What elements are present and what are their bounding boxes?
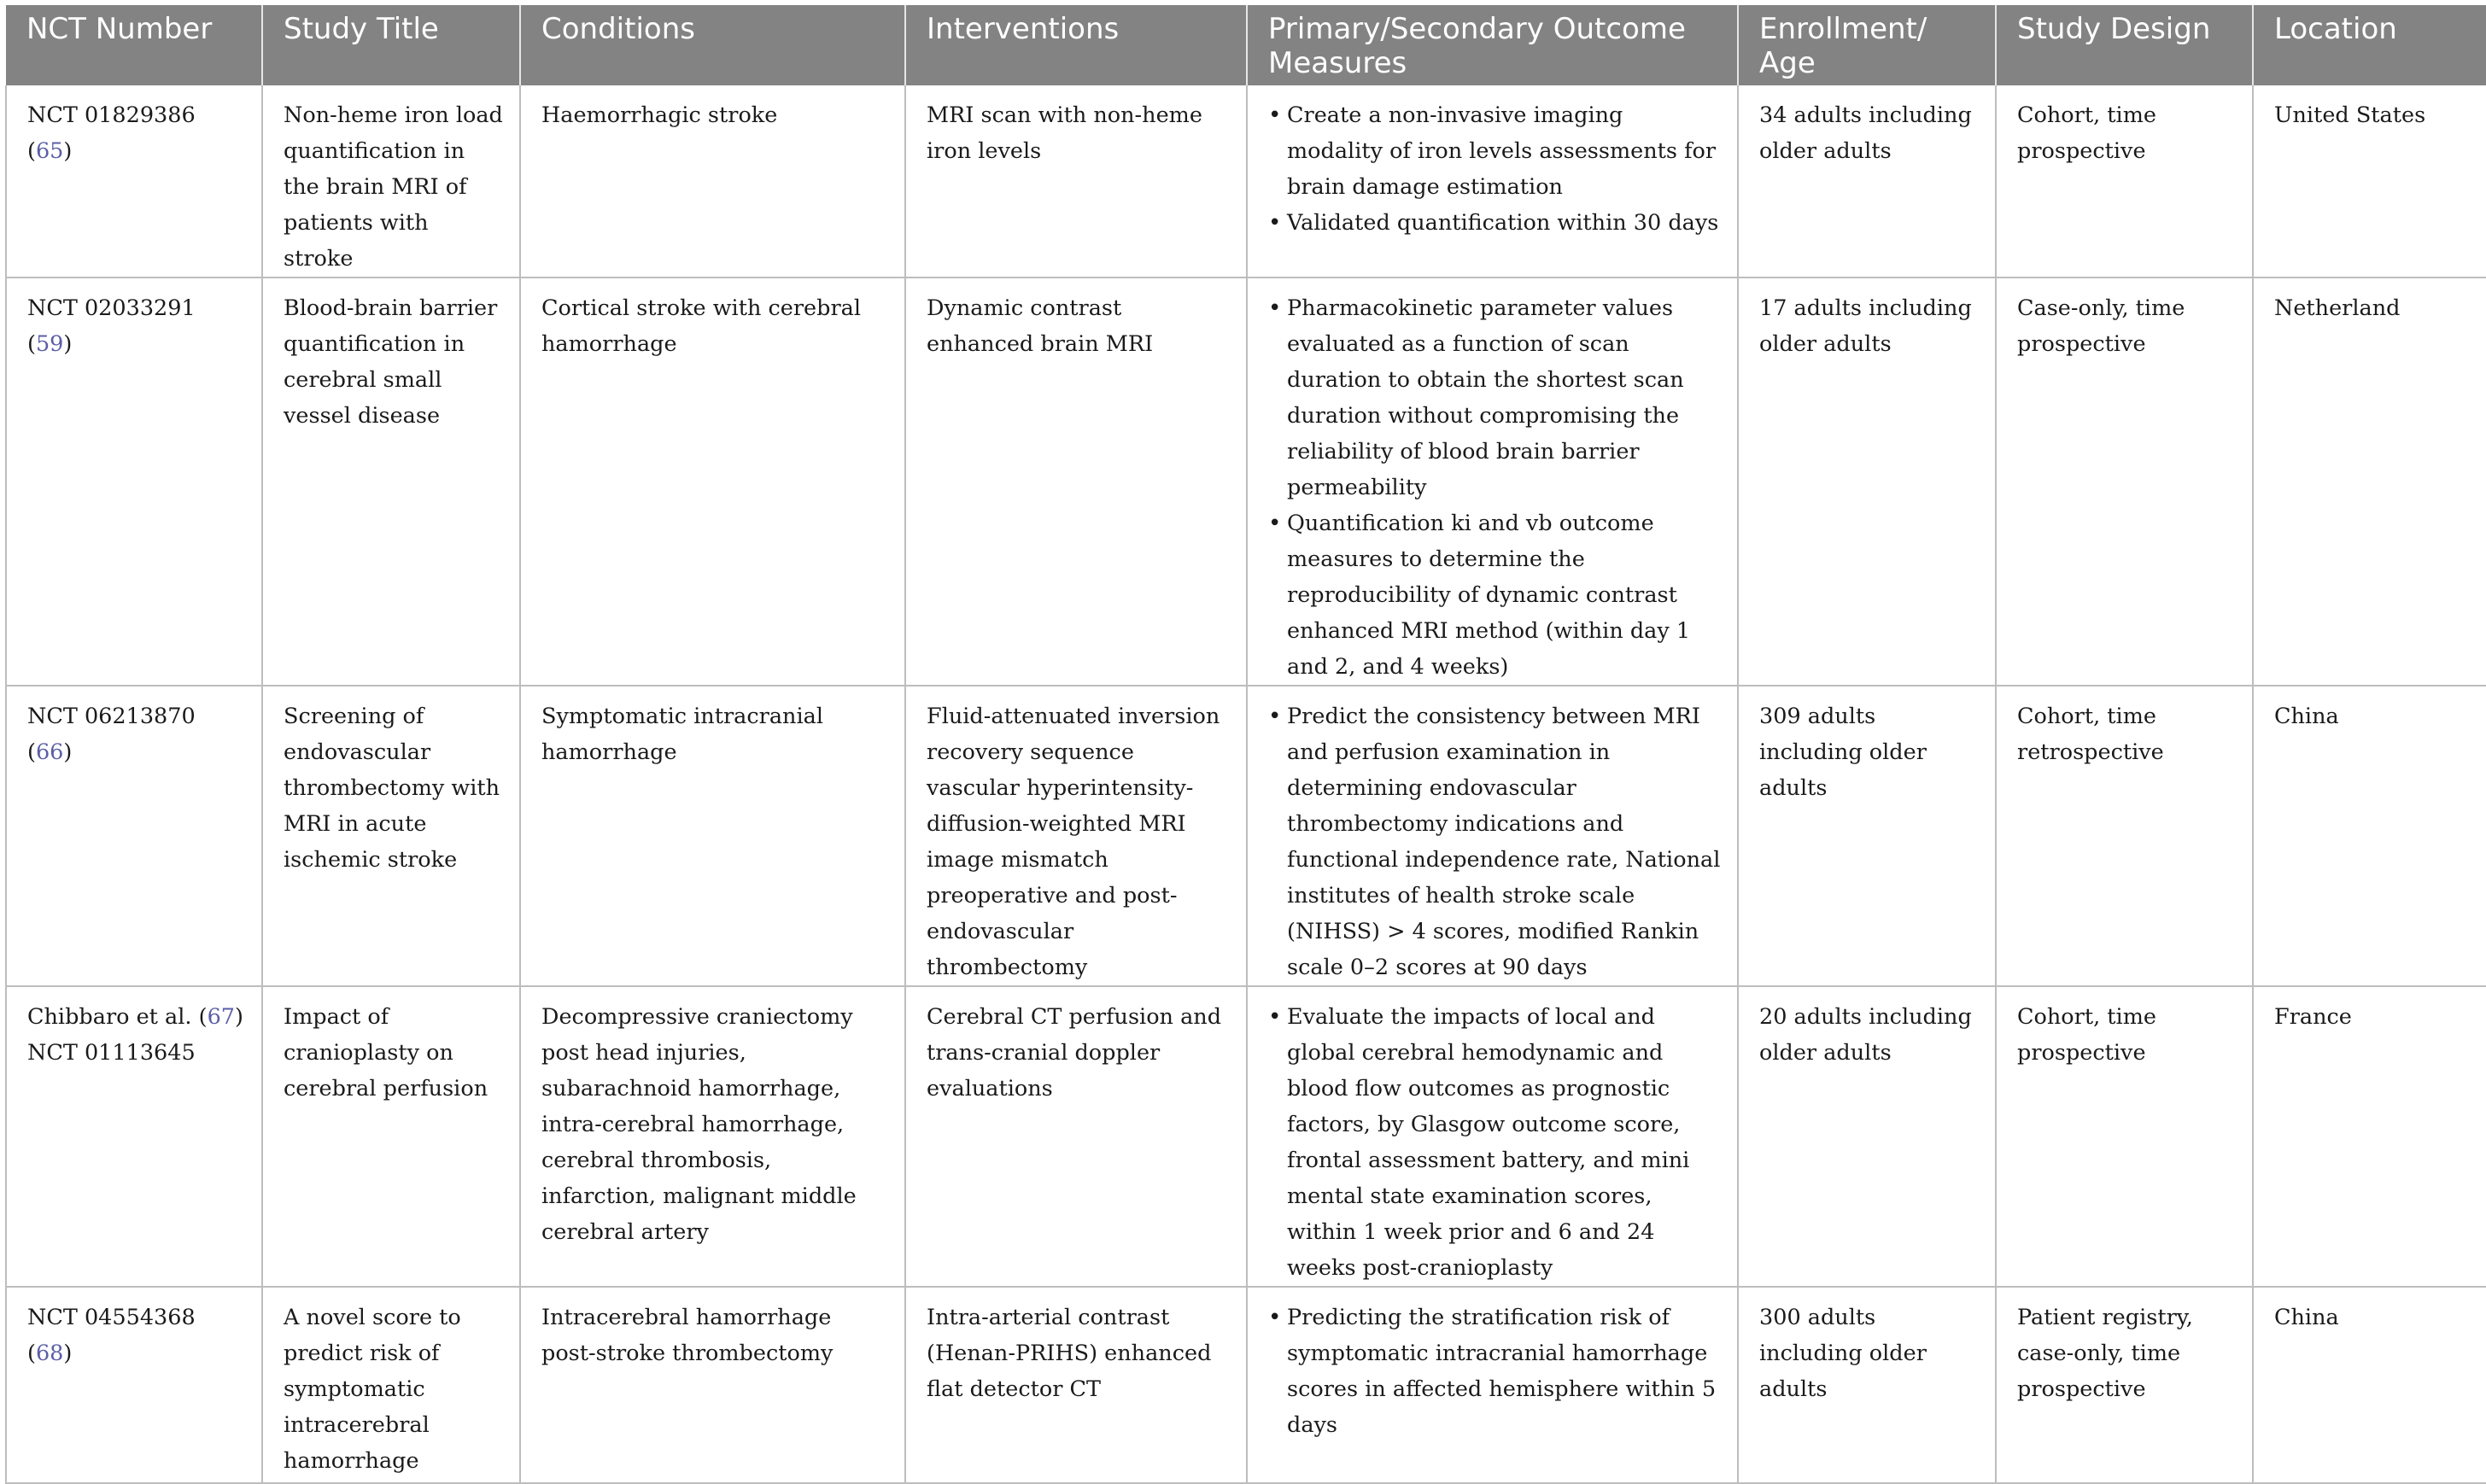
table-row [6, 686, 2486, 986]
nct-number-cell: NCT 06213870 (66) [6, 686, 262, 986]
table-row [6, 85, 2486, 278]
outcomes-cell [1247, 686, 1738, 986]
conditions-cell: Symptomatic intracranial hamorrhage [520, 686, 905, 986]
outcome-item: • Pharmacokinetic parameter values evaluated as a function of scan duration to obtain the shortest scan duration without compromising the reliability of blood brain barrier permeability [1268, 290, 1722, 505]
outcome-item: • Create a non-invasive imaging modality of iron levels assessments for brain damage estimation [1268, 97, 1722, 205]
header-conditions: Conditions [520, 5, 905, 85]
enrollment-cell: 34 adults including older adults [1738, 85, 1996, 278]
interventions-cell: Dynamic contrast enhanced brain MRI [905, 278, 1247, 686]
enrollment-cell: 309 adults including older adults [1738, 686, 1996, 986]
header-nct-number: NCT Number [6, 5, 262, 85]
study-design-cell: Case-only, time prospective [1996, 278, 2253, 686]
nct-number-cell: NCT 02033291 (59) [6, 278, 262, 686]
nct-number-cell: NCT 04554368 (68) [6, 1287, 262, 1483]
outcomes-list [1268, 290, 1722, 685]
outcomes-list [1268, 1300, 1722, 1443]
location-cell: United States [2253, 85, 2486, 278]
nct-number: NCT 06213870 [27, 704, 196, 729]
enrollment-cell: 300 adults including older adults [1738, 1287, 1996, 1483]
outcomes-list [1268, 999, 1722, 1286]
outcomes-cell [1247, 986, 1738, 1287]
nct-number: NCT 01829386 [27, 102, 196, 128]
nct-number: NCT 01113645 [27, 1040, 196, 1066]
header-interventions: Interventions [905, 5, 1247, 85]
study-design-cell: Cohort, time prospective [1996, 85, 2253, 278]
conditions-cell: Intracerebral hamorrhage post-stroke thrombectomy [520, 1287, 905, 1483]
outcome-item: • Predicting the stratification risk of symptomatic intracranial hamorrhage scores in affected hemisphere within 5 days [1268, 1300, 1722, 1443]
outcome-item: • Predict the consistency between MRI and perfusion examination in determining endovascular thrombectomy indications and functional independence rate, National institutes of health stroke scale (NIHSS) > 4 scores, modified Rankin scale 0–2 scores at 90 days [1268, 698, 1722, 985]
conditions-cell: Cortical stroke with cerebral hamorrhage [520, 278, 905, 686]
interventions-cell: MRI scan with non-heme iron levels [905, 85, 1247, 278]
outcomes-cell [1247, 278, 1738, 686]
nct-number: NCT 02033291 [27, 295, 196, 321]
interventions-cell: Intra-arterial contrast (Henan-PRIHS) enhanced flat detector CT [905, 1287, 1247, 1483]
enrollment-cell: 20 adults including older adults [1738, 986, 1996, 1287]
nct-number-cell: NCT 01829386 (65) [6, 85, 262, 278]
study-title-cell: A novel score to predict risk of symptomatic intracerebral hamorrhage [262, 1287, 520, 1483]
study-design-cell: Patient registry, case-only, time prospective [1996, 1287, 2253, 1483]
table-row [6, 986, 2486, 1287]
location-cell: France [2253, 986, 2486, 1287]
outcomes-cell [1247, 85, 1738, 278]
conditions-cell: Haemorrhagic stroke [520, 85, 905, 278]
reference-link[interactable]: 68 [35, 1341, 64, 1366]
interventions-cell: Fluid-attenuated inversion recovery sequence vascular hyperintensity-diffusion-weighted MRI image mismatch preoperative and post-endovascular thrombectomy [905, 686, 1247, 986]
reference-link[interactable]: 66 [35, 739, 64, 765]
location-cell: China [2253, 686, 2486, 986]
header-row [6, 5, 2486, 85]
study-title-cell: Impact of cranioplasty on cerebral perfusion [262, 986, 520, 1287]
study-title-cell: Screening of endovascular thrombectomy with MRI in acute ischemic stroke [262, 686, 520, 986]
reference-link[interactable]: 65 [35, 138, 64, 164]
reference-link[interactable]: 67 [207, 1004, 236, 1030]
location-cell: China [2253, 1287, 2486, 1483]
header-outcome-measures: Primary/Secondary Outcome Measures [1247, 5, 1738, 85]
outcomes-list [1268, 698, 1722, 985]
header-study-title: Study Title [262, 5, 520, 85]
table-row [6, 278, 2486, 686]
conditions-cell: Decompressive craniectomy post head injuries, subarachnoid hamorrhage, intra-cerebral hamorrhage, cerebral thrombosis, infarction, malignant middle cerebral artery [520, 986, 905, 1287]
header-enrollment-age: Enrollment/ Age [1738, 5, 1996, 85]
outcomes-list [1268, 97, 1722, 241]
reference-link[interactable]: 59 [35, 331, 64, 357]
nct-number: Chibbaro et al. [27, 1004, 192, 1030]
study-design-cell: Cohort, time prospective [1996, 986, 2253, 1287]
study-title-cell: Blood-brain barrier quantification in cerebral small vessel disease [262, 278, 520, 686]
header-location: Location [2253, 5, 2486, 85]
clinical-trials-table [5, 5, 2486, 1484]
study-title-cell: Non-heme iron load quantification in the brain MRI of patients with stroke [262, 85, 520, 278]
nct-number: NCT 04554368 [27, 1305, 196, 1330]
nct-number-cell: Chibbaro et al. (67) NCT 01113645 [6, 986, 262, 1287]
header-study-design: Study Design [1996, 5, 2253, 85]
interventions-cell: Cerebral CT perfusion and trans-cranial doppler evaluations [905, 986, 1247, 1287]
outcome-item: • Quantification ki and vb outcome measures to determine the reproducibility of dynamic contrast enhanced MRI method (within day 1 and 2, and 4 weeks) [1268, 505, 1722, 685]
outcome-item: • Evaluate the impacts of local and global cerebral hemodynamic and blood flow outcomes as prognostic factors, by Glasgow outcome score, frontal assessment battery, and mini mental state examination scores, within 1 week prior and 6 and 24 weeks post-cranioplasty [1268, 999, 1722, 1286]
outcomes-cell [1247, 1287, 1738, 1483]
enrollment-cell: 17 adults including older adults [1738, 278, 1996, 686]
study-design-cell: Cohort, time retrospective [1996, 686, 2253, 986]
outcome-item: • Validated quantification within 30 days [1268, 205, 1722, 241]
table-row [6, 1287, 2486, 1483]
location-cell: Netherland [2253, 278, 2486, 686]
